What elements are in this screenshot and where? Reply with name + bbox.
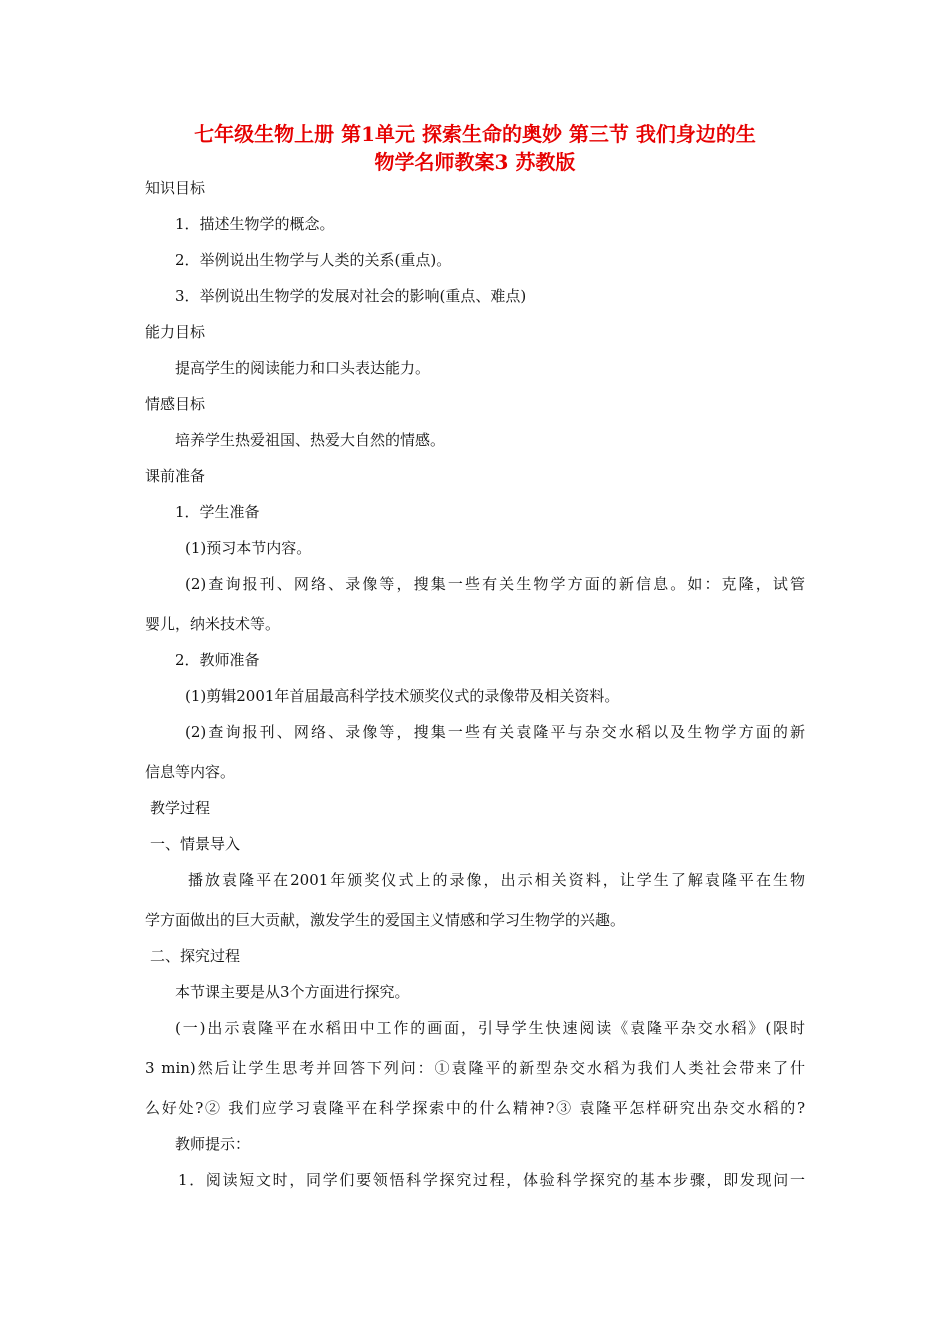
title-line-1: 七年级生物上册 第1单元 探索生命的奥妙 第三节 我们身边的生 [194, 122, 756, 146]
knowledge-item-2: 2．举例说出生物学与人类的关系(重点)。 [175, 251, 452, 269]
section-2-heading: 二、探究过程 [150, 947, 241, 965]
document-title [140, 120, 810, 176]
student-prep-heading: 1．学生准备 [175, 503, 260, 521]
ability-text: 提高学生的阅读能力和口头表达能力。 [175, 359, 431, 377]
teacher-prep-item-2-line-1: (2)查询报刊、网络、录像等，搜集一些有关袁隆平与杂交水稻以及生物学方面的新 [185, 723, 805, 741]
title-line-2: 物学名师教案3 苏教版 [374, 150, 576, 174]
ability-heading: 能力目标 [145, 323, 206, 341]
teacher-hint-heading: 教师提示： [175, 1135, 251, 1153]
section-1-line-1: 播放袁隆平在2001年颁奖仪式上的录像，出示相关资料，让学生了解袁隆平在生物 [188, 871, 805, 889]
section-2-intro: 本节课主要是从3个方面进行探究。 [175, 983, 410, 1001]
process-heading: 教学过程 [150, 799, 211, 817]
emotion-heading: 情感目标 [145, 395, 206, 413]
section-2-paragraph-1-line-3: 么好处?② 我们应学习袁隆平在科学探索中的什么精神?③ 袁隆平怎样研究出杂交水稻的? [145, 1099, 805, 1117]
teacher-prep-item-2-line-2: 信息等内容。 [145, 763, 236, 781]
knowledge-item-3: 3．举例说出生物学的发展对社会的影响(重点、难点) [175, 287, 527, 305]
student-prep-item-2-line-1: (2)查询报刊、网络、录像等，搜集一些有关生物学方面的新信息。如：克隆，试管 [185, 575, 805, 593]
section-1-line-2: 学方面做出的巨大贡献，激发学生的爱国主义情感和学习生物学的兴趣。 [145, 911, 626, 929]
knowledge-heading: 知识目标 [145, 179, 206, 197]
teacher-hint-item-1: 1．阅读短文时，同学们要领悟科学探究过程，体验科学探究的基本步骤，即发现问一 [178, 1171, 805, 1189]
knowledge-item-1: 1．描述生物学的概念。 [175, 215, 335, 233]
section-1-heading: 一、情景导入 [150, 835, 241, 853]
student-prep-item-1: (1)预习本节内容。 [185, 539, 312, 557]
prep-heading: 课前准备 [145, 467, 206, 485]
section-2-paragraph-1-line-1: (一)出示袁隆平在水稻田中工作的画面，引导学生快速阅读《袁隆平杂交水稻》(限时 [175, 1019, 805, 1037]
teacher-prep-item-1: (1)剪辑2001年首届最高科学技术颁奖仪式的录像带及相关资料。 [185, 687, 620, 705]
student-prep-item-2-line-2: 婴儿，纳米技术等。 [145, 615, 281, 633]
section-2-paragraph-1-line-2: 3 min)然后让学生思考并回答下列问：①袁隆平的新型杂交水稻为我们人类社会带来了什 [145, 1059, 805, 1077]
teacher-prep-heading: 2．教师准备 [175, 651, 260, 669]
emotion-text: 培养学生热爱祖国、热爱大自然的情感。 [175, 431, 446, 449]
